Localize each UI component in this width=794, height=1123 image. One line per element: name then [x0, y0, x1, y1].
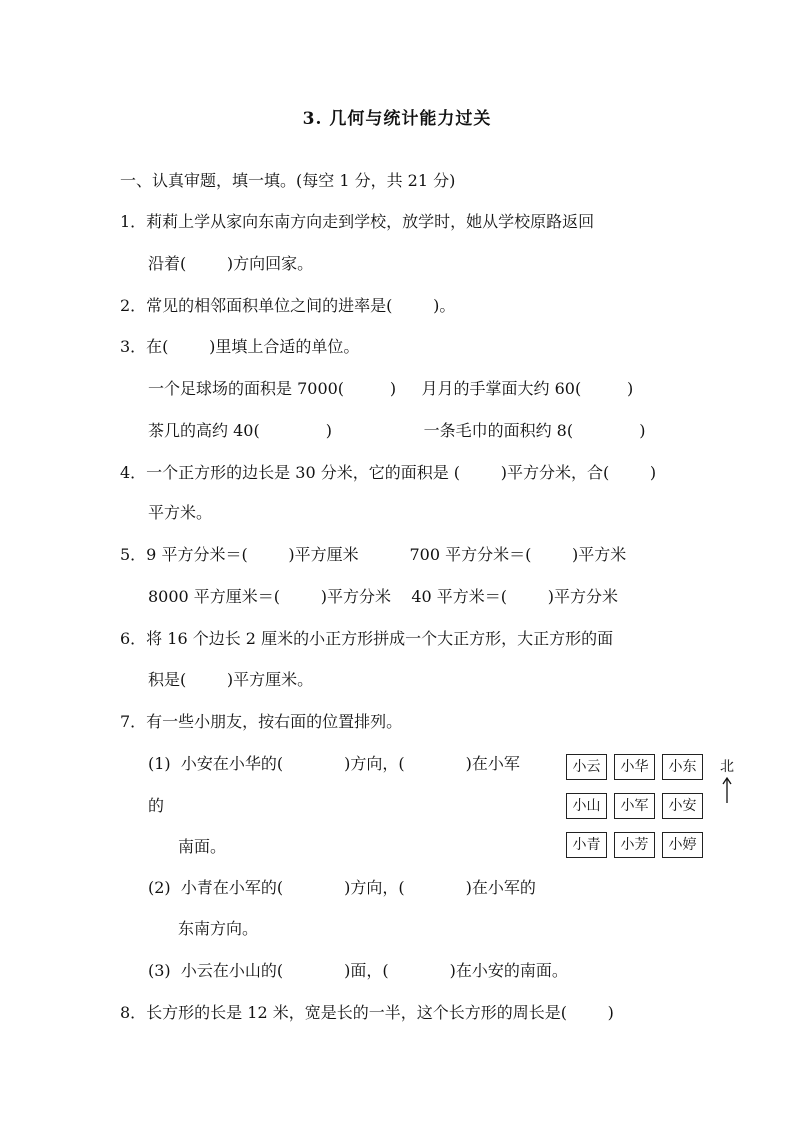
- seat-xiaofang: 小芳: [614, 832, 655, 858]
- worksheet-title: 3. 几何与统计能力过关: [302, 109, 492, 129]
- question-7-part-1-cont: 的: [148, 796, 165, 815]
- question-3-line-2: 一个足球场的面积是 7000( ) 月月的手掌面大约 60( ): [148, 379, 634, 398]
- question-7-part-2-end: 东南方向。: [178, 919, 259, 938]
- seat-xiaoqing: 小青: [566, 832, 607, 858]
- question-6-line-2: 积是( )平方厘米。: [148, 670, 314, 689]
- seat-xiaoting: 小婷: [662, 832, 703, 858]
- seat-xiaoshan: 小山: [566, 793, 607, 819]
- question-7-part-3: (3) 小云在小山的( )面，( )在小安的南面。: [148, 961, 568, 980]
- question-2: 2．常见的相邻面积单位之间的进率是( )。: [120, 296, 456, 315]
- seat-xiaojun: 小军: [614, 793, 655, 819]
- seat-xiaohua: 小华: [614, 754, 655, 780]
- question-7-intro: 7．有一些小朋友，按右面的位置排列。: [120, 712, 403, 731]
- question-7-part-1: (1) 小安在小华的( )方向，( )在小军: [148, 754, 520, 773]
- seating-grid: [566, 754, 706, 858]
- seat-xiaoan: 小安: [662, 793, 703, 819]
- north-indicator: [717, 756, 737, 804]
- question-6-line-1: 6．将 16 个边长 2 厘米的小正方形拼成一个大正方形，大正方形的面: [120, 629, 614, 648]
- question-1-line-2: 沿着( )方向回家。: [148, 254, 314, 273]
- seat-xiaoyun: 小云: [566, 754, 607, 780]
- question-3-line-3: 茶几的高约 40( ) 一条毛巾的面积约 8( ): [148, 421, 646, 440]
- question-5-line-2: 8000 平方厘米＝( )平方分米 40 平方米＝( )平方分米: [148, 587, 618, 606]
- question-1-line-1: 1．莉莉上学从家向东南方向走到学校，放学时，她从学校原路返回: [120, 212, 595, 231]
- north-label: 北: [720, 759, 734, 775]
- question-3-line-1: 3．在( )里填上合适的单位。: [120, 337, 360, 356]
- section-heading: 一、认真审题，填一填。(每空 1 分，共 21 分): [120, 171, 456, 190]
- seat-xiaodong: 小东: [662, 754, 703, 780]
- question-7-part-1-end: 南面。: [178, 837, 227, 856]
- question-4-line-1: 4．一个正方形的边长是 30 分米，它的面积是 ( )平方分米，合( ): [120, 463, 657, 482]
- question-4-line-2: 平方米。: [148, 503, 213, 522]
- north-arrow-icon: [717, 776, 737, 804]
- question-8: 8．长方形的长是 12 米，宽是长的一半，这个长方形的周长是( ): [120, 1003, 614, 1022]
- question-5-line-1: 5．9 平方分米＝( )平方厘米 700 平方分米＝( )平方米: [120, 545, 627, 564]
- question-7-part-2: (2) 小青在小军的( )方向，( )在小军的: [148, 878, 536, 897]
